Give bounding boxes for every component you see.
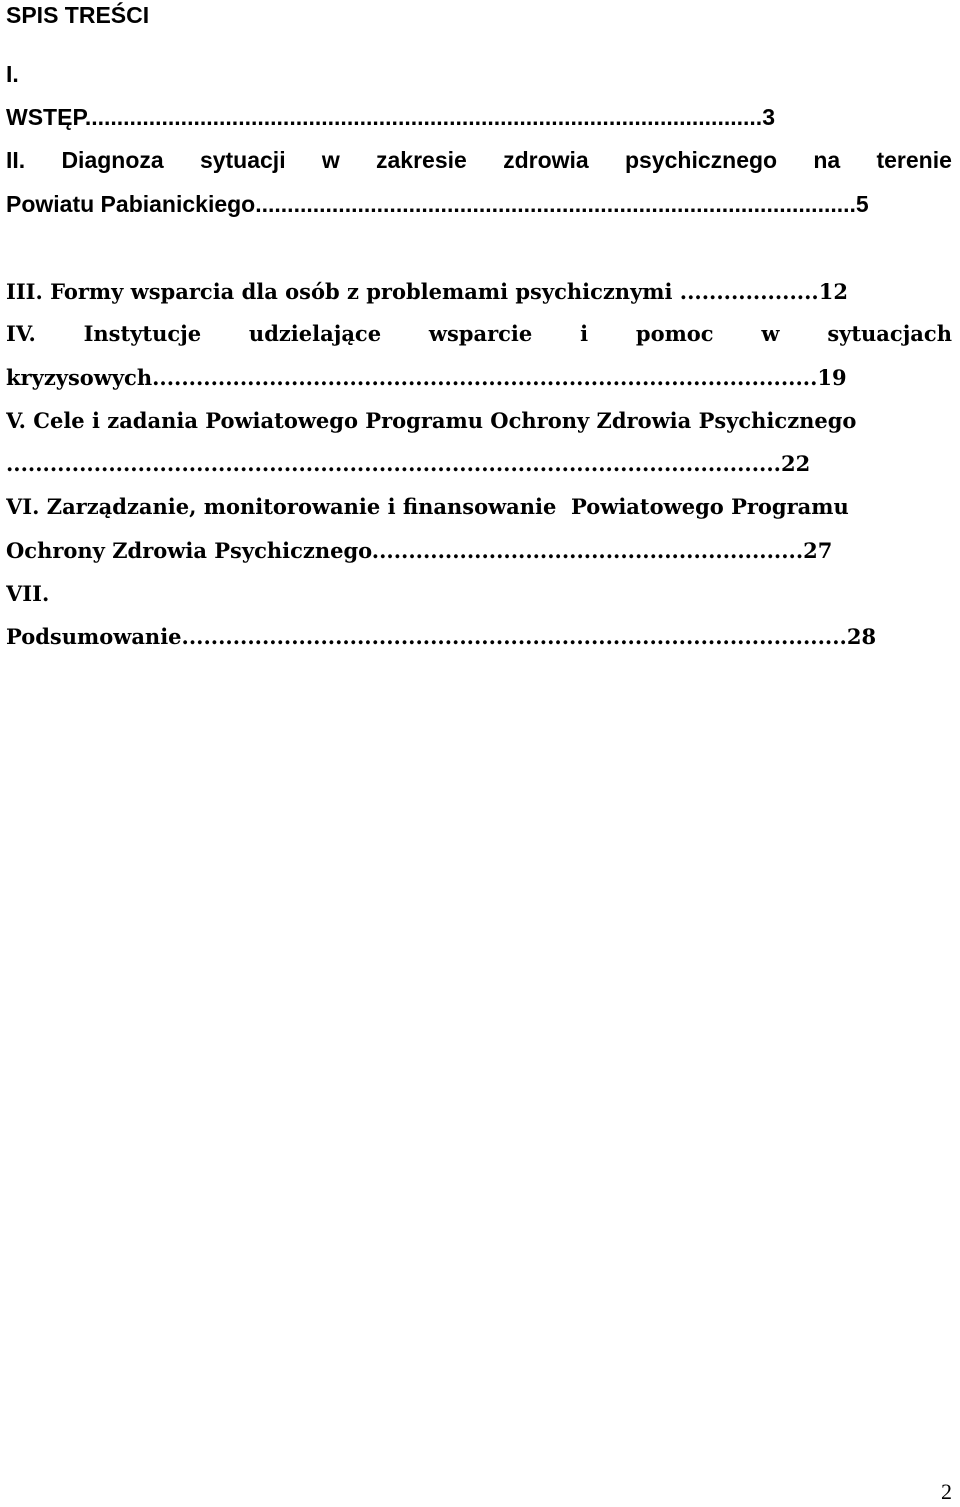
toc-entry-dots: .............................................................................................. [255, 191, 856, 217]
toc-entry-word: zdrowia [503, 147, 589, 173]
toc-entry-word: terenie [876, 147, 952, 173]
toc-entry-numeral: II. [6, 147, 26, 173]
toc-entry-dots: ........................................................................................... [181, 624, 847, 649]
toc-entry-word: na [813, 147, 841, 173]
toc-entry-4[interactable] [6, 321, 952, 346]
toc-entry-5[interactable] [6, 408, 952, 433]
toc-entry-page: 27 [803, 538, 833, 563]
toc-entry-word: udzielające [248, 321, 382, 346]
toc-entry-3[interactable] [6, 279, 952, 304]
toc-entry-2-cont[interactable] [6, 191, 952, 218]
toc-entry-page: 28 [846, 624, 877, 649]
toc-entry-dots: .......................................................................................................... [84, 104, 763, 130]
toc-entry-page: 22 [780, 451, 811, 476]
toc-entry-5-cont[interactable] [6, 451, 952, 476]
toc-entry-1-numeral: I. [6, 61, 19, 87]
toc-entry-7-numeral: VII. [6, 581, 50, 606]
toc-entry-word: pomoc [635, 321, 714, 346]
toc-entry-numeral: IV. [6, 321, 36, 346]
toc-heading: SPIS TREŚCI [6, 2, 150, 28]
toc-entry-page: 19 [817, 365, 847, 390]
toc-entry-4-cont[interactable] [6, 365, 952, 390]
toc-entry-title-cont: Ochrony Zdrowia Psychicznego [6, 538, 372, 563]
toc-entry-word: Instytucje [83, 321, 202, 346]
toc-entry-word: w [761, 321, 780, 346]
toc-entry-dots: .......................................................................................................... [6, 451, 781, 476]
toc-entry-title: Cele i zadania Powiatowego Programu Ochrony Zdrowia Psychicznego [33, 408, 857, 433]
toc-entry-word: psychicznego [624, 147, 778, 173]
toc-entry-word: sytuacjach [827, 321, 952, 346]
toc-entry-word: zakresie [376, 147, 467, 173]
toc-entry-numeral: III. [6, 279, 43, 304]
page-number: 2 [941, 1479, 952, 1504]
toc-entry-title-cont: kryzysowych [6, 365, 153, 390]
toc-entry-word: i [580, 321, 589, 346]
toc-entry-word: w [321, 147, 340, 173]
toc-entry-title: Podsumowanie [6, 624, 182, 649]
toc-entry-page: 3 [762, 104, 775, 130]
toc-entry-2[interactable] [6, 147, 952, 174]
toc-entry-dots: ........................................................................................... [152, 365, 818, 390]
toc-entry-numeral: VI. [6, 494, 40, 519]
toc-entry-page: 12 [818, 279, 848, 304]
toc-entry-6[interactable] [6, 494, 952, 519]
toc-entry-numeral: V. [6, 408, 26, 433]
toc-entry-word: Diagnoza [61, 147, 164, 173]
toc-entry-title: WSTĘP [6, 104, 85, 130]
toc-entry-dots: ........................................................... [371, 538, 804, 563]
toc-entry-dots: ................... [679, 279, 819, 304]
toc-entry-title-cont: Powiatu Pabianickiego [6, 191, 256, 217]
toc-entry-title: Zarządzanie, monitorowanie i finansowanie Powiatowego Programu [46, 494, 849, 519]
toc-entry-6-cont[interactable] [6, 538, 952, 563]
toc-entry-word: wsparcie [428, 321, 533, 346]
toc-entry-title: Formy wsparcia dla osób z problemami psychicznymi [50, 279, 673, 304]
toc-entry-word: sytuacji [199, 147, 286, 173]
toc-entry-page: 5 [855, 191, 869, 217]
toc-entry-1[interactable] [6, 104, 952, 131]
toc-entry-7[interactable] [6, 624, 952, 649]
